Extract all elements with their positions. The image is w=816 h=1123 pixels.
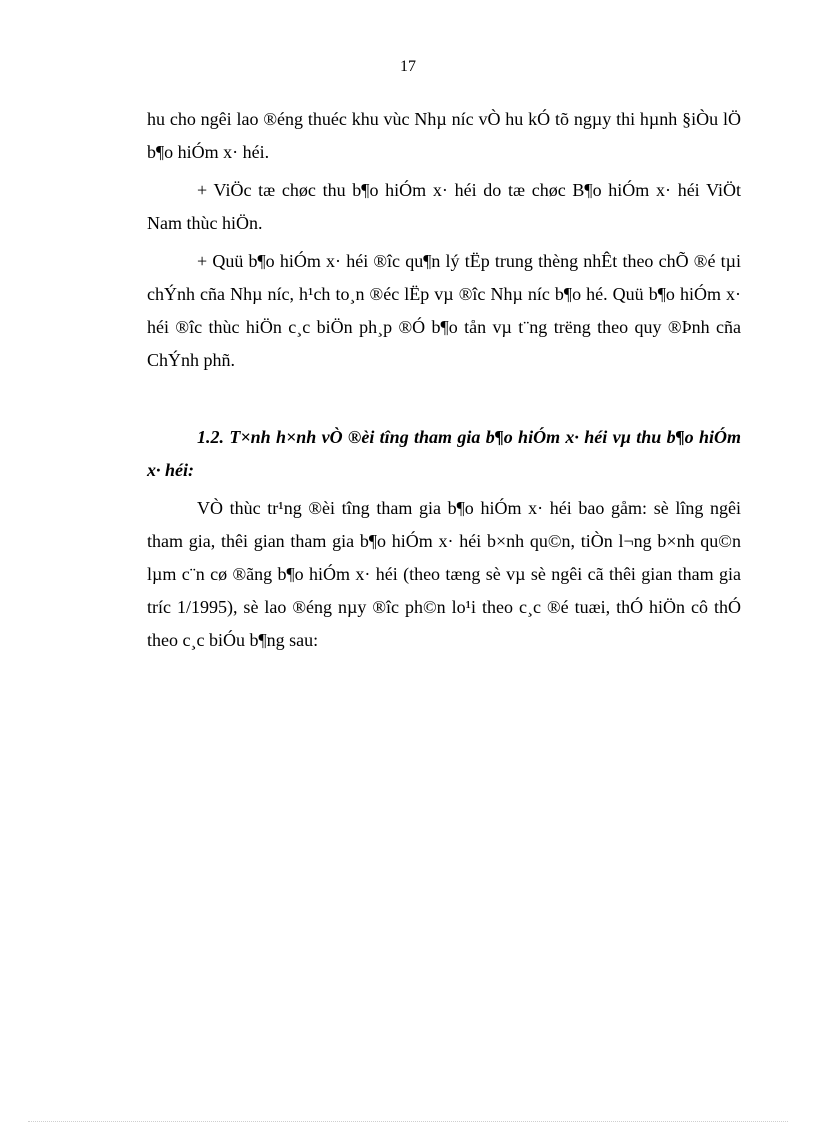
paragraph-collection: + ViÖc tæ chøc thu b¶o hiÓm x· héi do tæ chøc B¶o hiÓm x· héi ViÖt Nam thùc hiÖn. [147, 180, 741, 233]
paragraph-status: VÒ thùc tr¹ng ®èi tîng tham gia b¶o hiÓm x· héi bao gåm: sè lîng ngêi tham gia, thêi gian tham gia b¶o hiÓm x· héi b×nh qu©n, tiÒn l¬ng b×nh qu©n lµm c¨n cø ®ãng b¶o hiÓm x· héi (theo tæng sè vµ sè ngêi cã thêi gian tham gia tríc 1/1995), sè lao ®éng nµy ®îc ph©n lo¹i theo c¸c ®é tuæi, thÓ hiÖn cô thÓ theo c¸c biÓu b¶ng sau: [147, 498, 741, 650]
paragraph-fund: + Quü b¶o hiÓm x· héi ®îc qu¶n lý tËp trung thèng nhÊt theo chÕ ®é tµi chÝnh cña Nhµ níc, h¹ch to¸n ®éc lËp vµ ®îc Nhµ níc b¶o hé. Quü b¶o hiÓm x· héi ®îc thùc hiÖn c¸c biÖn ph¸p ®Ó b¶o tån vµ t¨ng trëng theo quy ®Þnh cña ChÝnh phñ. [147, 251, 741, 370]
page-bottom-divider [28, 1121, 788, 1122]
paragraph-continuation: hu cho ngêi lao ®éng thuéc khu vùc Nhµ níc vÒ hu kÓ tõ ngµy thi hµnh §iÒu lÖ b¶o hiÓm x· héi. [147, 109, 741, 162]
document-body [147, 103, 741, 657]
page-number: 17 [400, 58, 416, 75]
section-heading: 1.2. T×nh h×nh vÒ ®èi tîng tham gia b¶o hiÓm x· héi vµ thu b¶o hiÓm x· héi: [147, 427, 741, 480]
